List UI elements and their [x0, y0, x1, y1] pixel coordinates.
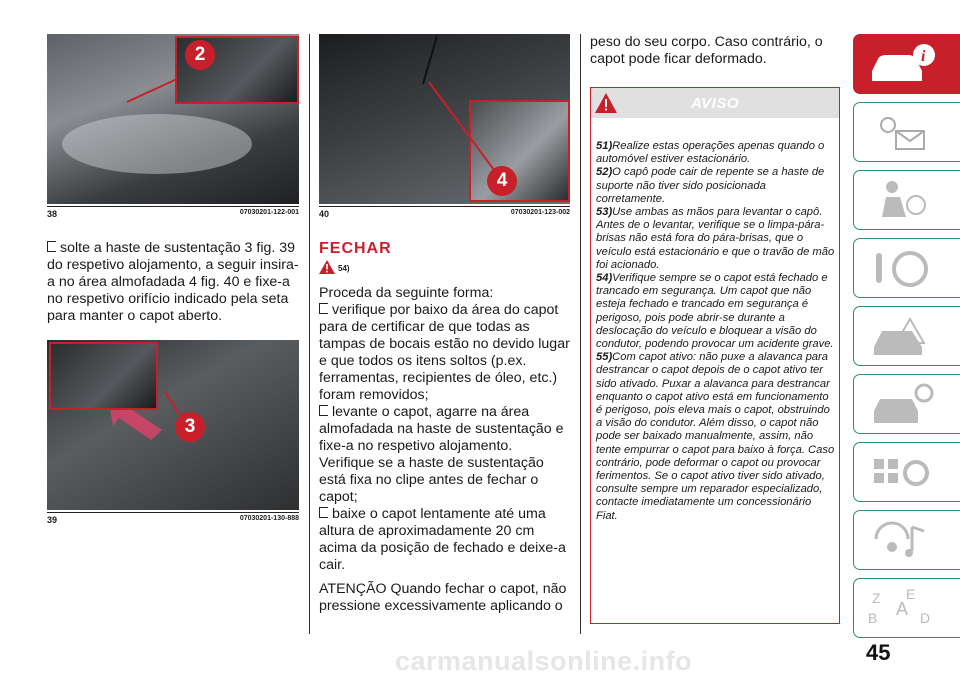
attention-note: ATENÇÃO Quando fechar o capot, não pressione excessivamente aplicando o: [319, 581, 567, 614]
column-divider-1: [309, 34, 310, 634]
warning-box-header: [591, 88, 839, 118]
tab-warning-lights[interactable]: [853, 102, 960, 162]
tab-safety[interactable]: [853, 170, 960, 230]
tab-driving[interactable]: [853, 238, 960, 298]
warning-box-title: AVISO: [690, 95, 740, 112]
warning-item-55: 55)Com capot ativo: não puxe a alavanca para destrancar o capot depois de o capot ativo ter sido ativado. Puxar a alavanca para destrancar enquanto o capot ativo está em funcionamento é perigoso, pois eleva mais o capot, obstruindo a visão do condutor. Além disso, o capot não pode ser baixado manualmente, assim, não tente empurrar o capot para baixo à força. Caso contrário, pode deformar o capot ou provocar ferimentos. Se o capot ativo tiver sido ativado, consulte sempre um reparador especializado, contacte imediatamente um concessionário Fiat.: [596, 351, 835, 522]
emergency-icon: [866, 313, 936, 359]
checkbox-bullet-icon: [47, 241, 56, 252]
column-divider-2: [580, 34, 581, 634]
checkbox-bullet-icon: [319, 405, 328, 416]
column1-text: [47, 240, 301, 325]
warning-item-53: 53)Use ambas as mãos para levantar o capô. Antes de o levantar, verifique se o limpa-pára-brisas não está fora do pára-brisas, que o veículo está estacionário e que o travão de mão foi acionado.: [596, 206, 835, 271]
figure-40-caption: 40 07030201-123-002: [319, 206, 570, 219]
tab-technical-data[interactable]: [853, 442, 960, 502]
column1-paragraph: solte a haste de sustentação 3 fig. 39 do respetivo alojamento, a seguir insira-a no área almofadada 4 fig. 40 e fixe-a no respetivo orifício indicado pela seta para manter o capot aberto.: [47, 240, 299, 324]
svg-text:B: B: [868, 610, 878, 626]
figure-39-caption: 39 07030201-130-888: [47, 512, 299, 525]
warning-item-51: 51)Realize estas operações apenas quando o automóvel estiver estacionário.: [596, 140, 825, 166]
warning-item-54: 54)Verifique sempre se o capot está fechado e trancado em segurança. Um capot que não esteja fechado e trancado em segurança é perigoso, pois pode abrir-se durante a deslocação do veículo e bloquear a visão do condutor, podendo provocar um acidente grave.: [596, 272, 834, 351]
figure-40-pointer: [319, 34, 570, 204]
tab-car-info[interactable]: [853, 34, 960, 94]
svg-text:A: A: [896, 599, 909, 619]
warning-lights-icon: [866, 109, 936, 155]
procedure-step-1: verifique por baixo da área do capot para de certificar de que todas as tampas de bocais estão no devido lugar e que todos os itens soltos (p.ex. ferramentas, recipientes de óleo, etc.) foram removidos;: [319, 302, 570, 403]
svg-text:E: E: [906, 586, 916, 602]
column2-text: [319, 285, 571, 615]
technical-data-icon: [866, 449, 936, 495]
svg-text:Z: Z: [872, 590, 881, 606]
tab-multimedia[interactable]: [853, 510, 960, 570]
figure-39-inset: [49, 342, 158, 410]
procedure-step-2: levante o capot, agarre na área almofadada na haste de sustentação e fixe-a no respetivo alojamento. Verifique se a haste de sustentação está fixa no clipe antes de fechar o capot;: [319, 404, 564, 505]
figure-38-photo: [47, 34, 299, 204]
tab-index[interactable]: [853, 578, 960, 638]
warning-box: [590, 87, 840, 624]
checkbox-bullet-icon: [319, 507, 328, 518]
safety-icon: [866, 177, 936, 223]
figure-38-caption: 38 07030201-122-001: [47, 206, 299, 219]
page-number: 45: [866, 640, 891, 665]
figure-40-photo: [319, 34, 570, 204]
svg-text:i: i: [921, 48, 926, 65]
tab-maintenance[interactable]: [853, 374, 960, 434]
warning-triangle-icon: [319, 260, 335, 274]
figure-40-badge: 4: [487, 166, 517, 196]
tab-emergency[interactable]: [853, 306, 960, 366]
car-info-icon: [866, 41, 936, 87]
warning-reference: 54): [338, 264, 350, 273]
svg-text:D: D: [920, 610, 931, 626]
section-heading: FECHAR: [319, 240, 392, 257]
procedure-step-3: baixe o capot lentamente até uma altura de aproximadamente 20 cm acima da posição de fechado e deixe-a cair.: [319, 506, 566, 573]
warning-list: [596, 140, 836, 523]
figure-38-badge: 2: [185, 40, 215, 70]
warning-item-52: 52)O capô pode cair de repente se a haste de suporte não tiver sido posicionada corretamente.: [596, 166, 825, 205]
multimedia-icon: [866, 517, 936, 563]
checkbox-bullet-icon: [319, 303, 328, 314]
figure-39-badge: 3: [175, 412, 205, 442]
figure-38-pointer: [47, 34, 299, 204]
watermark: carmanualsonline.info: [395, 646, 693, 676]
maintenance-icon: [866, 381, 936, 427]
driving-icon: [866, 245, 936, 291]
index-icon: [866, 585, 936, 631]
figure-39-photo: [47, 340, 299, 510]
column3-continuation: peso do seu corpo. Caso contrário, o capot pode ficar deformado.: [590, 34, 823, 67]
procedure-intro: Proceda da seguinte forma:: [319, 285, 494, 301]
